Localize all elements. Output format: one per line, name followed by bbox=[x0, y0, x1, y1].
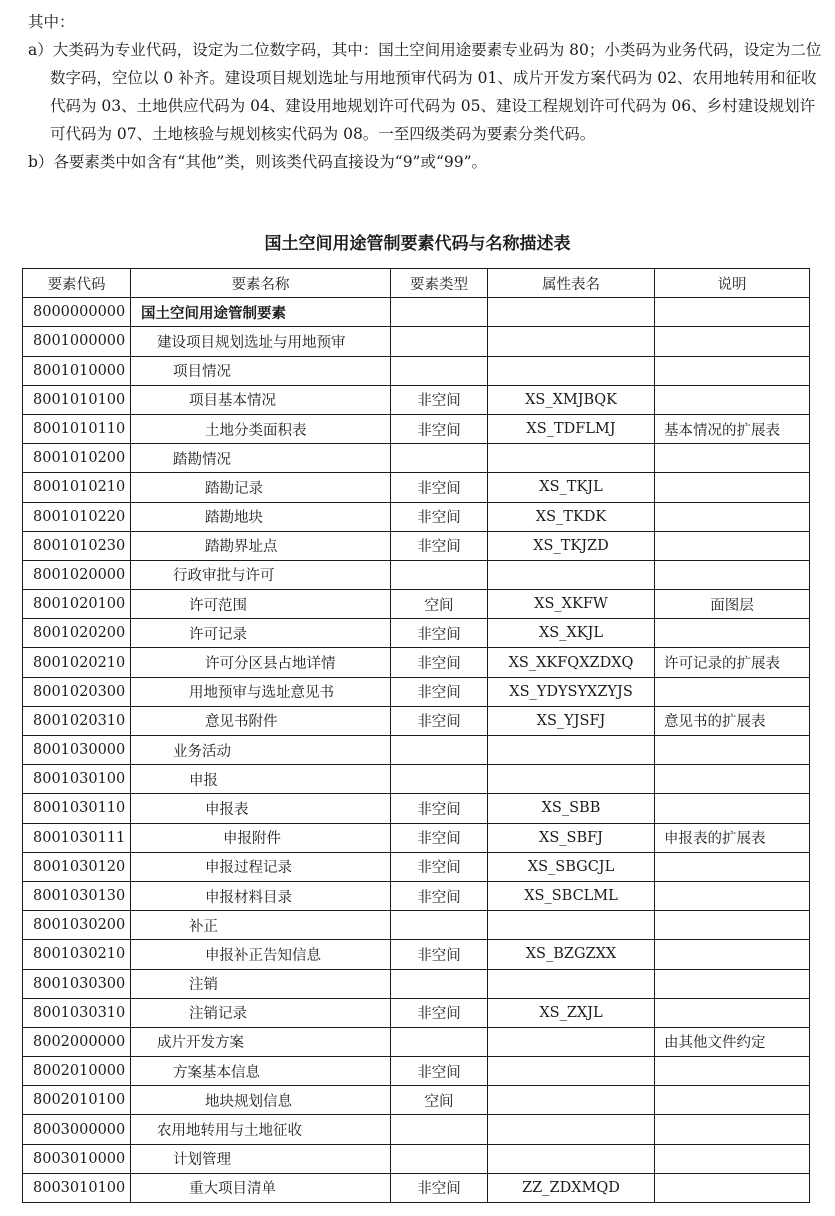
cell-attr-table bbox=[488, 327, 655, 356]
cell-code: 8001010210 bbox=[23, 473, 131, 502]
cell-code: 8001030300 bbox=[23, 969, 131, 998]
cell-name: 建设项目规划选址与用地预审 bbox=[131, 327, 391, 356]
cell-attr-table bbox=[488, 969, 655, 998]
cell-code: 8002010000 bbox=[23, 1057, 131, 1086]
cell-type: 非空间 bbox=[391, 794, 488, 823]
cell-name: 用地预审与选址意见书 bbox=[131, 677, 391, 706]
cell-note: 许可记录的扩展表 bbox=[655, 648, 810, 677]
header-attr-table: 属性表名 bbox=[488, 269, 655, 298]
table-row bbox=[23, 998, 810, 1027]
cell-attr-table bbox=[488, 1027, 655, 1056]
cell-type: 非空间 bbox=[391, 940, 488, 969]
intro-section bbox=[28, 8, 828, 176]
cell-type: 空间 bbox=[391, 1086, 488, 1115]
table-caption: 国土空间用途管制要素代码与名称描述表 bbox=[264, 234, 571, 254]
cell-name: 踏勘情况 bbox=[131, 444, 391, 473]
cell-note bbox=[655, 940, 810, 969]
cell-name: 行政审批与许可 bbox=[131, 560, 391, 589]
table-row bbox=[23, 356, 810, 385]
cell-name: 申报 bbox=[131, 765, 391, 794]
cell-name: 业务活动 bbox=[131, 736, 391, 765]
cell-type bbox=[391, 1027, 488, 1056]
table-row bbox=[23, 385, 810, 414]
cell-note bbox=[655, 560, 810, 589]
cell-attr-table bbox=[488, 911, 655, 940]
cell-note bbox=[655, 1086, 810, 1115]
cell-type: 非空间 bbox=[391, 385, 488, 414]
cell-note bbox=[655, 1115, 810, 1144]
cell-note bbox=[655, 852, 810, 881]
cell-note bbox=[655, 969, 810, 998]
cell-note: 意见书的扩展表 bbox=[655, 706, 810, 735]
cell-code: 8001030200 bbox=[23, 911, 131, 940]
table-row bbox=[23, 794, 810, 823]
cell-name: 注销记录 bbox=[131, 998, 391, 1027]
cell-code: 8001000000 bbox=[23, 327, 131, 356]
table-row bbox=[23, 881, 810, 910]
cell-note bbox=[655, 531, 810, 560]
cell-note bbox=[655, 1173, 810, 1202]
cell-name: 踏勘地块 bbox=[131, 502, 391, 531]
table-row bbox=[23, 1144, 810, 1173]
cell-code: 8003000000 bbox=[23, 1115, 131, 1144]
cell-type: 非空间 bbox=[391, 706, 488, 735]
cell-attr-table bbox=[488, 1057, 655, 1086]
cell-name: 国土空间用途管制要素 bbox=[131, 298, 391, 327]
cell-type bbox=[391, 1144, 488, 1173]
cell-type bbox=[391, 327, 488, 356]
cell-attr-table bbox=[488, 1115, 655, 1144]
cell-note bbox=[655, 385, 810, 414]
header-code: 要素代码 bbox=[23, 269, 131, 298]
cell-attr-table: XS_YDYSYXZYJS bbox=[488, 677, 655, 706]
table-row bbox=[23, 765, 810, 794]
cell-type: 非空间 bbox=[391, 473, 488, 502]
table-row bbox=[23, 823, 810, 852]
cell-name: 申报补正告知信息 bbox=[131, 940, 391, 969]
cell-attr-table: XS_TKJZD bbox=[488, 531, 655, 560]
header-type: 要素类型 bbox=[391, 269, 488, 298]
cell-attr-table: XS_SBB bbox=[488, 794, 655, 823]
cell-note bbox=[655, 298, 810, 327]
table-row bbox=[23, 619, 810, 648]
cell-type: 非空间 bbox=[391, 852, 488, 881]
cell-code: 8001030120 bbox=[23, 852, 131, 881]
cell-code: 8003010000 bbox=[23, 1144, 131, 1173]
cell-code: 8001030110 bbox=[23, 794, 131, 823]
cell-code: 8001010100 bbox=[23, 385, 131, 414]
cell-attr-table bbox=[488, 356, 655, 385]
table-row bbox=[23, 1027, 810, 1056]
intro-heading: 其中： bbox=[28, 13, 75, 31]
table-row bbox=[23, 414, 810, 443]
cell-type bbox=[391, 765, 488, 794]
cell-note bbox=[655, 998, 810, 1027]
cell-attr-table: XS_XKFQXZDXQ bbox=[488, 648, 655, 677]
table-row bbox=[23, 648, 810, 677]
cell-attr-table: XS_BZGZXX bbox=[488, 940, 655, 969]
cell-attr-table bbox=[488, 298, 655, 327]
cell-code: 8001030130 bbox=[23, 881, 131, 910]
cell-note bbox=[655, 1057, 810, 1086]
cell-type bbox=[391, 444, 488, 473]
cell-code: 8000000000 bbox=[23, 298, 131, 327]
cell-name: 农用地转用与土地征收 bbox=[131, 1115, 391, 1144]
cell-type bbox=[391, 298, 488, 327]
table-row bbox=[23, 590, 810, 619]
table-row bbox=[23, 852, 810, 881]
cell-name: 踏勘记录 bbox=[131, 473, 391, 502]
cell-name: 申报表 bbox=[131, 794, 391, 823]
cell-note bbox=[655, 444, 810, 473]
cell-attr-table: XS_TDFLMJ bbox=[488, 414, 655, 443]
table-row bbox=[23, 911, 810, 940]
table-row bbox=[23, 1086, 810, 1115]
table-row bbox=[23, 327, 810, 356]
cell-type bbox=[391, 560, 488, 589]
cell-type: 非空间 bbox=[391, 1173, 488, 1202]
cell-code: 8001020300 bbox=[23, 677, 131, 706]
cell-attr-table: XS_SBCLML bbox=[488, 881, 655, 910]
table-row bbox=[23, 1057, 810, 1086]
cell-code: 8001020200 bbox=[23, 619, 131, 648]
cell-attr-table: XS_TKDK bbox=[488, 502, 655, 531]
cell-name: 申报附件 bbox=[131, 823, 391, 852]
cell-type: 空间 bbox=[391, 590, 488, 619]
cell-note bbox=[655, 911, 810, 940]
cell-name: 踏勘界址点 bbox=[131, 531, 391, 560]
cell-name: 计划管理 bbox=[131, 1144, 391, 1173]
cell-code: 8002000000 bbox=[23, 1027, 131, 1056]
cell-note bbox=[655, 327, 810, 356]
cell-type: 非空间 bbox=[391, 677, 488, 706]
cell-code: 8001030210 bbox=[23, 940, 131, 969]
cell-type: 非空间 bbox=[391, 823, 488, 852]
cell-code: 8002010100 bbox=[23, 1086, 131, 1115]
intro-item-b: b）各要素类中如含有“其他”类，则该类代码直接设为“9”或“99”。 bbox=[28, 153, 488, 171]
cell-attr-table bbox=[488, 765, 655, 794]
cell-attr-table bbox=[488, 1144, 655, 1173]
cell-attr-table: XS_TKJL bbox=[488, 473, 655, 502]
cell-code: 8001010230 bbox=[23, 531, 131, 560]
cell-attr-table bbox=[488, 444, 655, 473]
cell-name: 成片开发方案 bbox=[131, 1027, 391, 1056]
cell-code: 8001020000 bbox=[23, 560, 131, 589]
cell-note: 面图层 bbox=[655, 590, 810, 619]
cell-note bbox=[655, 473, 810, 502]
cell-attr-table: XS_ZXJL bbox=[488, 998, 655, 1027]
cell-type bbox=[391, 736, 488, 765]
cell-note bbox=[655, 677, 810, 706]
cell-code: 8001030000 bbox=[23, 736, 131, 765]
cell-name: 地块规划信息 bbox=[131, 1086, 391, 1115]
cell-attr-table: XS_SBGCJL bbox=[488, 852, 655, 881]
cell-name: 许可记录 bbox=[131, 619, 391, 648]
cell-note bbox=[655, 881, 810, 910]
cell-code: 8001010110 bbox=[23, 414, 131, 443]
cell-attr-table bbox=[488, 736, 655, 765]
cell-attr-table: ZZ_ZDXMQD bbox=[488, 1173, 655, 1202]
cell-code: 8001030310 bbox=[23, 998, 131, 1027]
cell-type bbox=[391, 911, 488, 940]
element-code-table bbox=[22, 268, 810, 1203]
cell-note bbox=[655, 794, 810, 823]
cell-attr-table: XS_XMJBQK bbox=[488, 385, 655, 414]
cell-type: 非空间 bbox=[391, 531, 488, 560]
table-row bbox=[23, 1115, 810, 1144]
cell-type: 非空间 bbox=[391, 881, 488, 910]
cell-note bbox=[655, 736, 810, 765]
cell-code: 8003010100 bbox=[23, 1173, 131, 1202]
cell-note bbox=[655, 619, 810, 648]
cell-name: 项目情况 bbox=[131, 356, 391, 385]
table-row bbox=[23, 940, 810, 969]
cell-attr-table: XS_SBFJ bbox=[488, 823, 655, 852]
cell-type bbox=[391, 356, 488, 385]
table-row bbox=[23, 706, 810, 735]
cell-type bbox=[391, 1115, 488, 1144]
cell-name: 许可范围 bbox=[131, 590, 391, 619]
cell-attr-table bbox=[488, 560, 655, 589]
cell-name: 土地分类面积表 bbox=[131, 414, 391, 443]
table-row bbox=[23, 531, 810, 560]
cell-code: 8001030100 bbox=[23, 765, 131, 794]
table-row bbox=[23, 1173, 810, 1202]
header-name: 要素名称 bbox=[131, 269, 391, 298]
cell-code: 8001030111 bbox=[23, 823, 131, 852]
cell-type: 非空间 bbox=[391, 998, 488, 1027]
cell-attr-table: XS_XKJL bbox=[488, 619, 655, 648]
cell-type: 非空间 bbox=[391, 414, 488, 443]
table-row bbox=[23, 298, 810, 327]
table-header-row bbox=[23, 269, 810, 298]
table-body bbox=[23, 298, 810, 1203]
cell-note bbox=[655, 765, 810, 794]
header-note: 说明 bbox=[655, 269, 810, 298]
cell-type: 非空间 bbox=[391, 1057, 488, 1086]
cell-name: 许可分区县占地详情 bbox=[131, 648, 391, 677]
cell-code: 8001020210 bbox=[23, 648, 131, 677]
cell-code: 8001020310 bbox=[23, 706, 131, 735]
table-row bbox=[23, 560, 810, 589]
table-row bbox=[23, 736, 810, 765]
cell-attr-table bbox=[488, 1086, 655, 1115]
table-row bbox=[23, 677, 810, 706]
cell-type: 非空间 bbox=[391, 648, 488, 677]
cell-note: 基本情况的扩展表 bbox=[655, 414, 810, 443]
cell-note bbox=[655, 1144, 810, 1173]
cell-name: 申报材料目录 bbox=[131, 881, 391, 910]
cell-code: 8001020100 bbox=[23, 590, 131, 619]
cell-type: 非空间 bbox=[391, 502, 488, 531]
cell-name: 申报过程记录 bbox=[131, 852, 391, 881]
cell-name: 项目基本情况 bbox=[131, 385, 391, 414]
table-row bbox=[23, 473, 810, 502]
cell-code: 8001010200 bbox=[23, 444, 131, 473]
table-row bbox=[23, 969, 810, 998]
intro-item-a: a）大类码为专业代码，设定为二位数字码，其中：国土空间用途要素专业码为 80；小类码为业务代码，设定为二位数字码，空位以 0 补齐。建设项目规划选址与用地预审代码为 01、成片开发方案代码为 02、农用地转用和征收代码为 03、土地供应代码为 04、建设用地规划许可代码为 05、建设工程规划许可代码为 06、乡村建设规划许可代码为 07、土地核验与规划核实代码为 08。一至四级类码为要素分类代码。 bbox=[28, 41, 822, 143]
cell-name: 方案基本信息 bbox=[131, 1057, 391, 1086]
cell-note bbox=[655, 502, 810, 531]
cell-type: 非空间 bbox=[391, 619, 488, 648]
cell-code: 8001010220 bbox=[23, 502, 131, 531]
cell-name: 重大项目清单 bbox=[131, 1173, 391, 1202]
cell-note: 申报表的扩展表 bbox=[655, 823, 810, 852]
cell-name: 注销 bbox=[131, 969, 391, 998]
cell-note bbox=[655, 356, 810, 385]
table-row bbox=[23, 502, 810, 531]
cell-code: 8001010000 bbox=[23, 356, 131, 385]
cell-type bbox=[391, 969, 488, 998]
table-row bbox=[23, 444, 810, 473]
cell-name: 意见书附件 bbox=[131, 706, 391, 735]
cell-name: 补正 bbox=[131, 911, 391, 940]
cell-note: 由其他文件约定 bbox=[655, 1027, 810, 1056]
cell-attr-table: XS_XKFW bbox=[488, 590, 655, 619]
cell-attr-table: XS_YJSFJ bbox=[488, 706, 655, 735]
